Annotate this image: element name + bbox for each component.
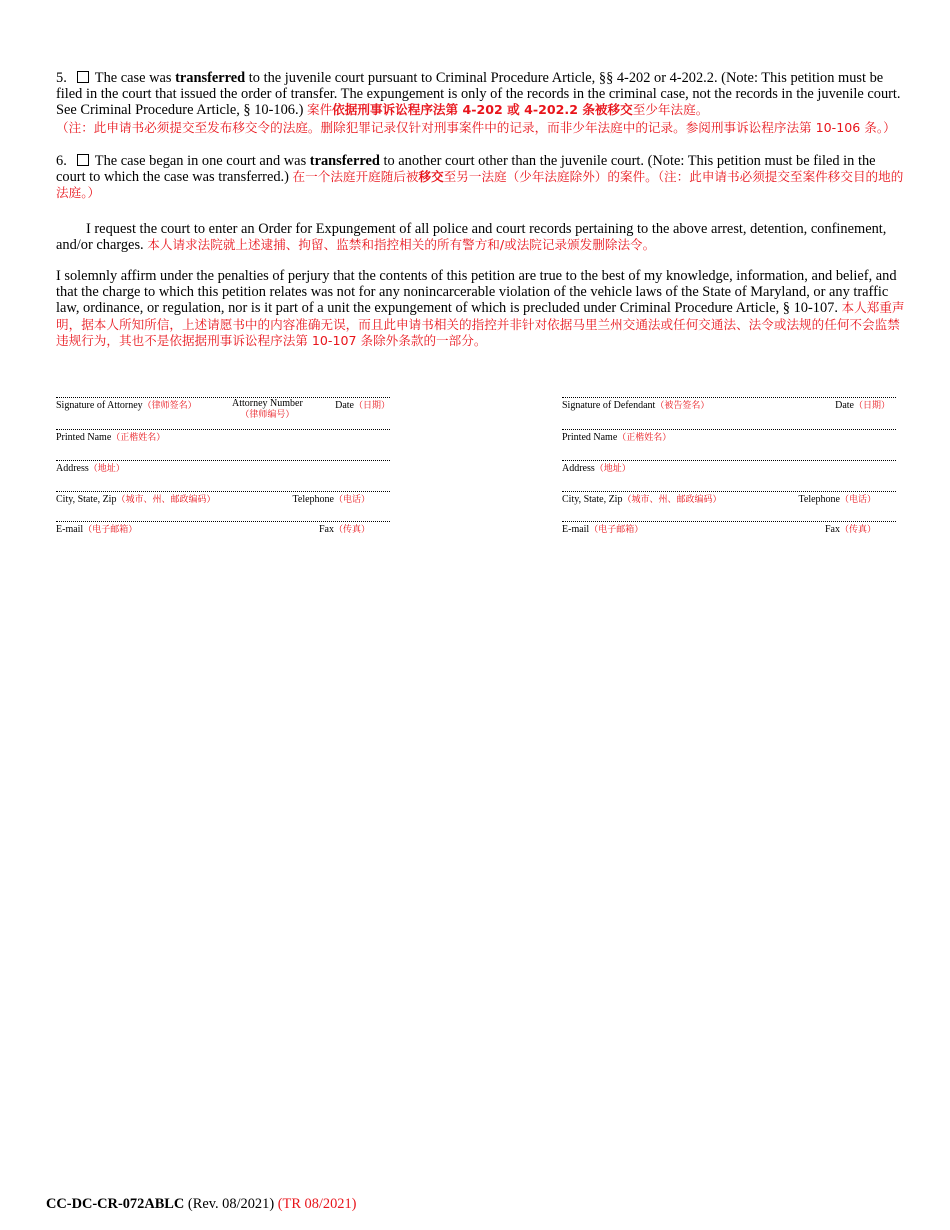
item-5-note-cn: （注：此申请书必须提交至发布移交令的法庭。删除犯罪记录仅针对刑事案件中的记录，而非少年法庭中的记录。参阅刑事诉讼程序法第 10-106 条。） xyxy=(56,119,896,135)
defendant-signature-line[interactable]: Signature of Defendant（被告签名） Date（日期） xyxy=(562,397,896,422)
form-revision: (Rev. 08/2021) xyxy=(187,1196,275,1212)
item-6: 6. The case began in one court and was transferred to another court other than the juvenile court. (Note: This petition must be filed in the court to which the case was transferred.) 在一个法庭开庭随后被移交至另一法庭（少年法庭除外）的案件。（注：此申请书必须提交至案件移交目的地的法庭。） xyxy=(56,153,904,201)
defendant-address-line[interactable]: Address（地址） xyxy=(562,460,896,485)
item-5-checkbox[interactable] xyxy=(77,71,89,83)
attorney-address-line[interactable]: Address（地址） xyxy=(56,460,390,485)
defendant-printed-name-line[interactable]: Printed Name（正楷姓名） xyxy=(562,429,896,454)
attorney-signature-line[interactable]: Signature of Attorney（律师签名） Attorney Number （律师编号） Date（日期） xyxy=(56,398,390,420)
attorney-number-label: Attorney Number （律师编号） xyxy=(232,398,303,420)
affirmation-paragraph: I solemnly affirm under the penalties of perjury that the contents of this petition are true to the best of my knowledge, information, and belief, and that the charge to which this petition relates was not for any nonincarcerable violation of the vehicle laws of the State of Maryland, or any traffic law, ordinance, or regulation, nor is it part of a unit the expungement of which is precluded under Criminal Procedure Article, § 10-107. 本人郑重声明，据本人所知所信，上述请愿书中的内容准确无误，而且此申请书相关的指控并非针对依据马里兰州交通法或任何交通法、法令或法规的任何不会监禁违规行为，其也不是依据据刑事诉讼程序法第 10-107 条除外条款的一部分。 xyxy=(56,268,905,348)
item-6-checkbox[interactable] xyxy=(77,154,89,166)
item-6-number: 6. xyxy=(56,153,67,169)
translation-revision: (TR 08/2021) xyxy=(277,1196,357,1212)
item-5-number: 5. xyxy=(56,70,67,86)
defendant-email-line[interactable]: E-mail（电子邮箱） Fax（传真） xyxy=(562,521,896,546)
item-5: 5. The case was transferred to the juvenile court pursuant to Criminal Procedure Article, §§ 4-202 or 4-202.2. (Note: This petition must be filed in the court that issued the order of transfer. The expungement is only of the records in the criminal case, not the records in the juvenile court. See Criminal Procedure Article, § 10-106.) 案件依据刑事诉讼程序法第 4-202 或 4-202.2 条被移交至少年法庭。 （注：此申请书必须提交至发布移交令的法庭。删除犯罪记录仅针对刑事案件中的记录，而非少年法庭中的记录。参阅刑事诉讼程序法第 10-106 条。） xyxy=(56,70,906,136)
request-paragraph: I request the court to enter an Order for Expungement of all police and court records pertaining to the above arrest, detention, confinement, and/or charges. 本人请求法院就上述逮捕、拘留、监禁和指控相关的所有警方和/或法院记录颁发删除法令。 xyxy=(56,221,887,254)
attorney-email-line[interactable]: E-mail（电子邮箱） Fax（传真） xyxy=(56,521,390,546)
form-footer xyxy=(46,1196,356,1213)
defendant-city-line[interactable]: City, State, Zip（城市、州、邮政编码） Telephone（电话） xyxy=(562,491,896,516)
attorney-city-line[interactable]: City, State, Zip（城市、州、邮政编码） Telephone（电话） xyxy=(56,491,390,516)
attorney-printed-name-line[interactable]: Printed Name（正楷姓名） xyxy=(56,429,390,454)
form-id: CC-DC-CR-072ABLC xyxy=(46,1196,185,1212)
